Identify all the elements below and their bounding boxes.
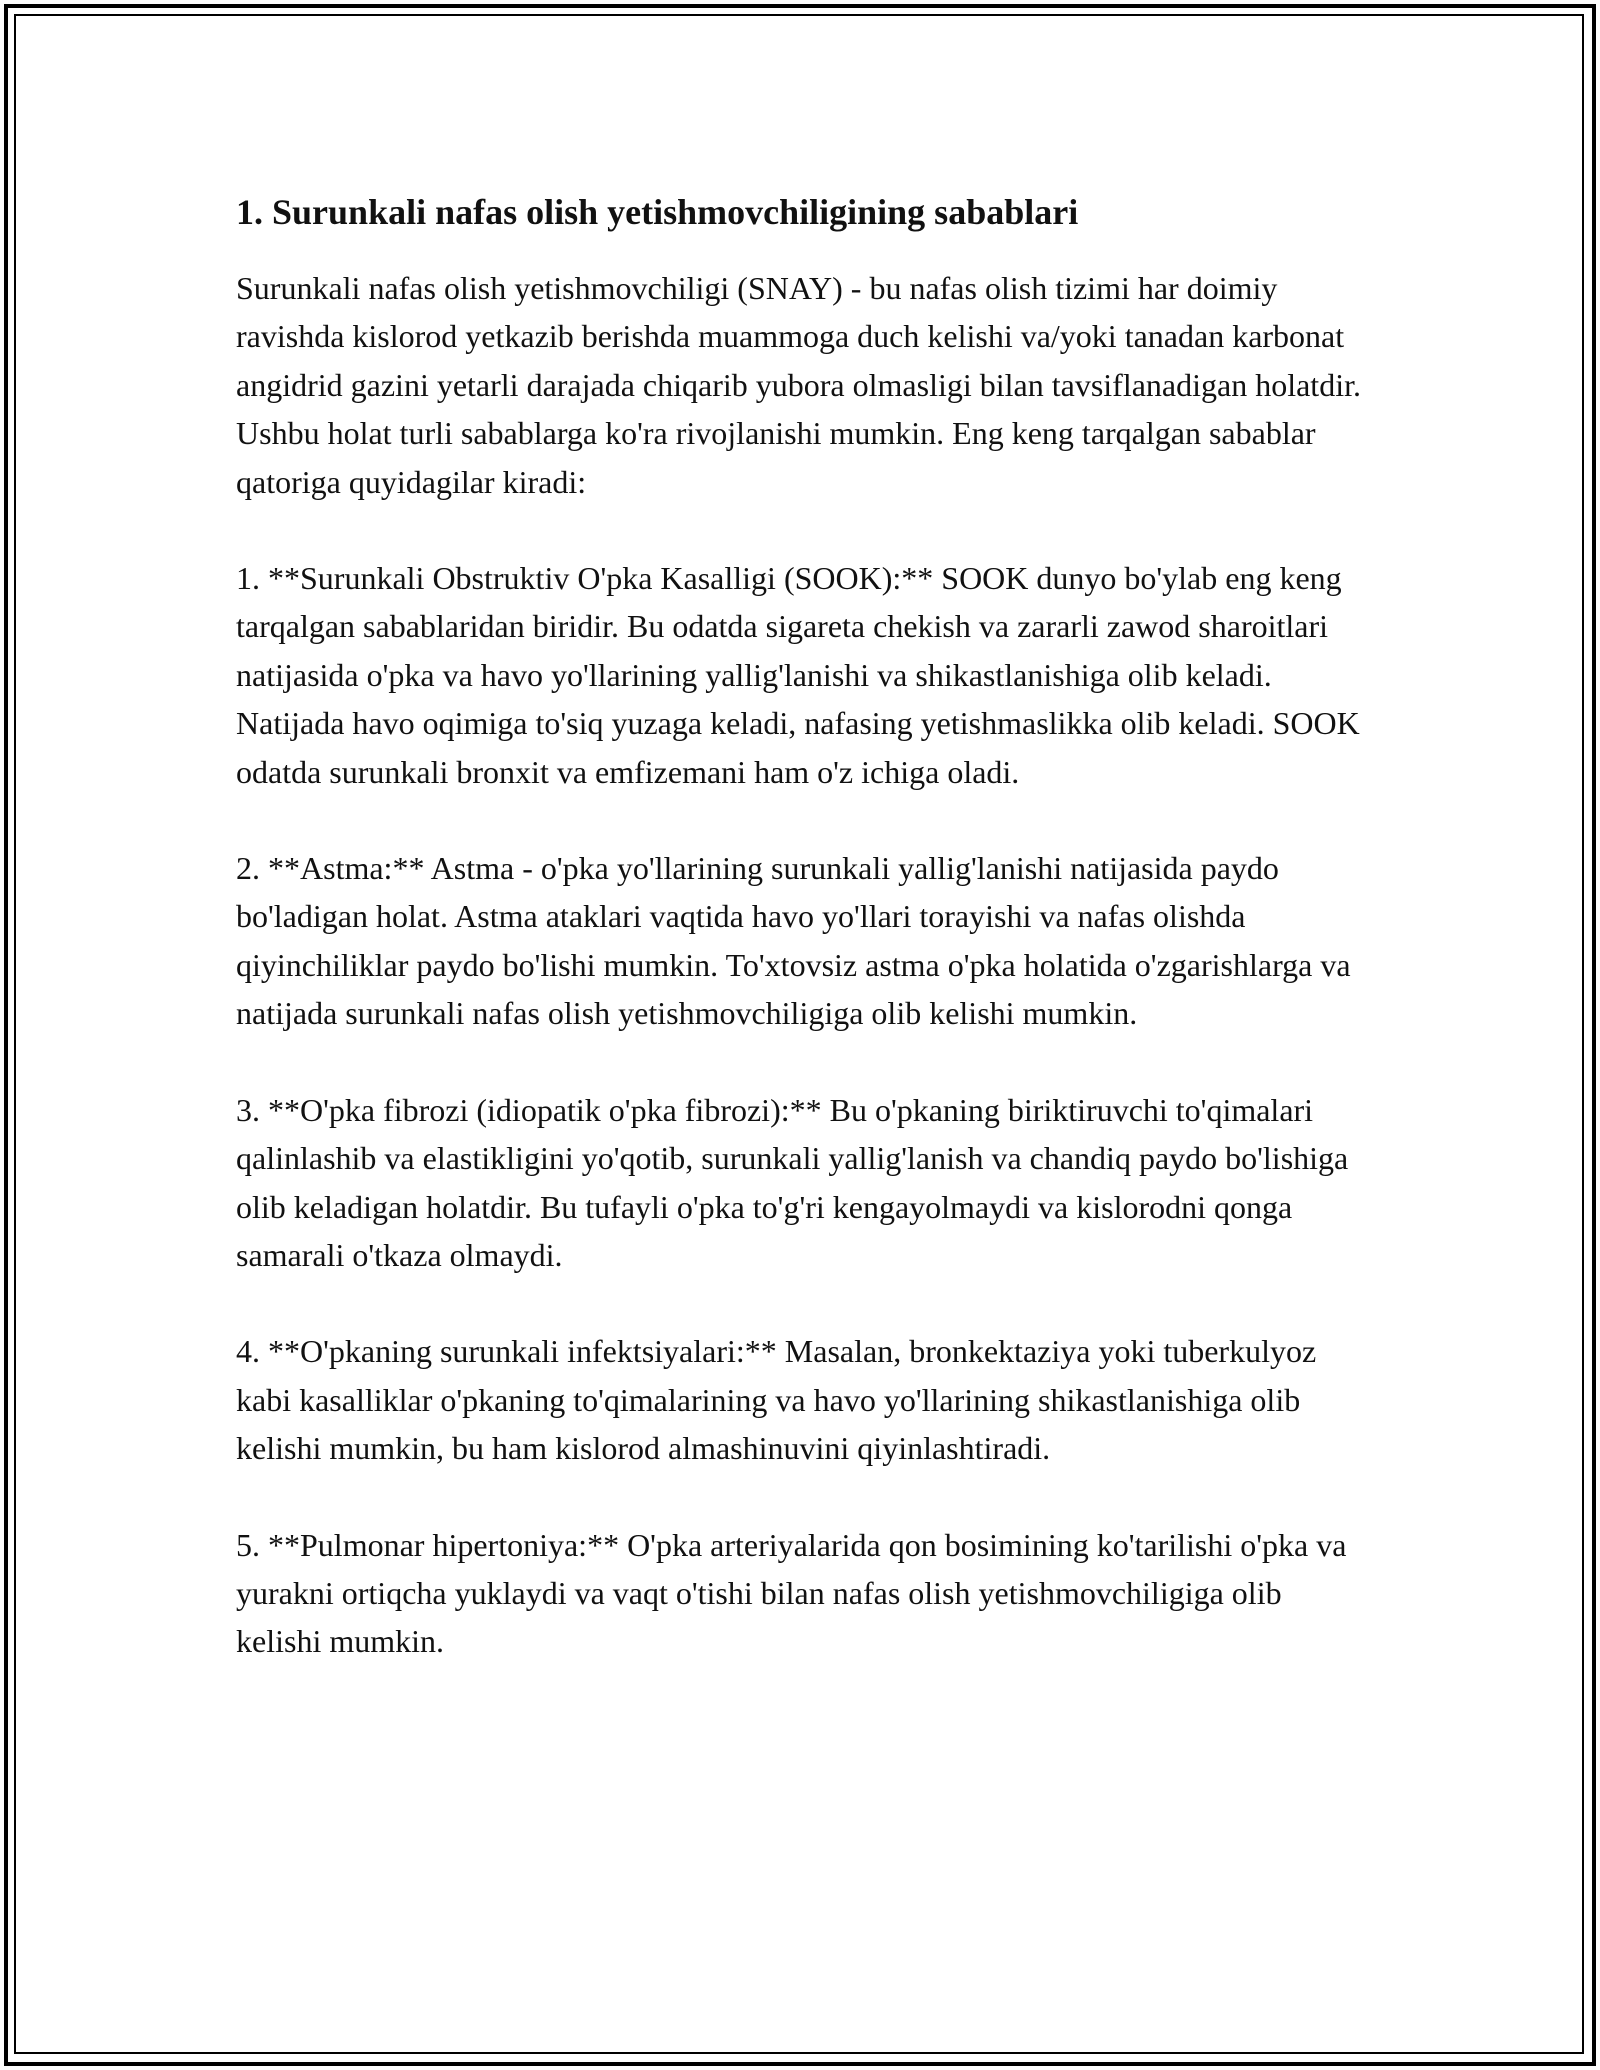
list-item-hipertoniya: 5. **Pulmonar hipertoniya:** O'pka arteriyalarida qon bosimining ko'tarilishi o'pka va yurakni ortiqcha yuklaydi va vaqt o'tishi bilan nafas olish yetishmovchiligiga olib kelishi mumkin. — [236, 1526, 1347, 1660]
document-body — [236, 186, 1366, 1714]
list-item-infektsiya: 4. **O'pkaning surunkali infektsiyalari:** Masalan, bronkektaziya yoki tuberkulyoz kabi kasalliklar o'pkaning to'qimalarining va havo yo'llarining shikastlanishiga olib kelishi mumkin, bu ham kislorod almashinuvini qiyinlashtiradi. — [236, 1333, 1317, 1467]
intro-paragraph: Surunkali nafas olish yetishmovchiligi (SNAY) - bu nafas olish tizimi har doimiy ravishda kislorod yetkazib berishda muammoga duch kelishi va/yoki tanadan karbonat angidrid gazini yetarli darajada chiqarib yubora olmasligi bilan tavsiflanadigan holatdir. Ushbu holat turli sabablarga ko'ra rivojlanishi mumkin. Eng keng tarqalgan sabablar qatoriga quyidagilar kiradi: — [236, 270, 1361, 500]
document-title: 1. Surunkali nafas olish yetishmovchiligining sabablari — [236, 192, 1079, 232]
list-item-astma: 2. **Astma:** Astma - o'pka yo'llarining surunkali yallig'lanishi natijasida paydo bo'ladigan holat. Astma ataklari vaqtida havo yo'llari torayishi va nafas olishda qiyinchiliklar paydo bo'lishi mumkin. To'xtovsiz astma o'pka holatida o'zgarishlarga va natijada surunkali nafas olish yetishmovchiligiga olib kelishi mumkin. — [236, 850, 1351, 1032]
list-item-fibroz: 3. **O'pka fibrozi (idiopatik o'pka fibrozi):** Bu o'pkaning biriktiruvchi to'qimalari qalinlashib va elastikligini yo'qotib, surunkali yallig'lanish va chandiq paydo bo'lishiga olib keladigan holatdir. Bu tufayli o'pka to'g'ri kengayolmaydi va kislorodni qonga samarali o'tkaza olmaydi. — [236, 1091, 1349, 1273]
list-item-sook: 1. **Surunkali Obstruktiv O'pka Kasalligi (SOOK):** SOOK dunyo bo'ylab eng keng tarqalgan sabablaridan biridir. Bu odatda sigareta chekish va zararli zawod sharoitlari natijasida o'pka va havo yo'llarining yallig'lanishi va shikastlanishiga olib keladi. Natijada havo oqimiga to'siq yuzaga keladi, nafasing yetishmaslikka olib keladi. SOOK odatda surunkali bronxit va emfizemani ham o'z ichiga oladi. — [236, 560, 1360, 790]
